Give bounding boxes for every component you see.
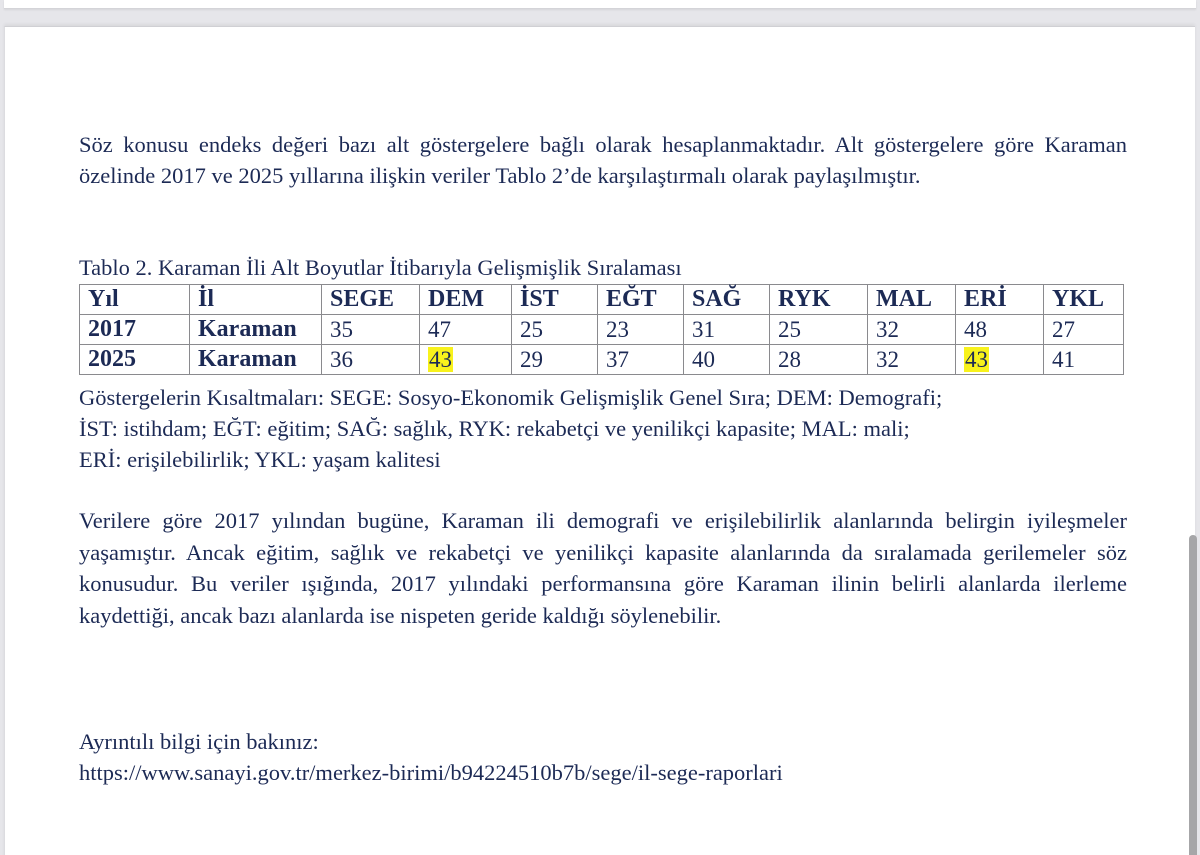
cell-eri: 48 (956, 315, 1044, 345)
header-year: Yıl (80, 285, 190, 315)
table-row (80, 315, 1124, 345)
cell-egt: 37 (598, 345, 684, 375)
cell-sege: 35 (322, 315, 420, 345)
cell-ryk: 28 (770, 345, 868, 375)
highlighted-value: 43 (965, 347, 988, 372)
abbreviations-line: Göstergelerin Kısaltmaları: SEGE: Sosyo-Ekonomik Gelişmişlik Genel Sıra; DEM: Demografi; (79, 385, 943, 410)
header-province: İl (190, 285, 322, 315)
intro-paragraph: Söz konusu endeks değeri bazı alt göstergelere bağlı olarak hesaplanmaktadır. Alt göstergelere göre Karaman özelinde 2017 ve 2025 yıllarına ilişkin veriler Tablo 2’de karşılaştırmalı olarak paylaşılmıştır. (79, 132, 1127, 188)
table-caption: Tablo 2. Karaman İli Alt Boyutlar İtibarıyla Gelişmişlik Sıralaması (79, 255, 682, 280)
cell-sag: 31 (684, 315, 770, 345)
cell-year: 2017 (80, 315, 190, 345)
table-header-row (80, 285, 1124, 315)
header-dem: DEM (420, 285, 512, 315)
cell-province: Karaman (190, 345, 322, 375)
document-page (4, 26, 1195, 855)
header-ykl: YKL (1044, 285, 1124, 315)
header-mal: MAL (868, 285, 956, 315)
cell-ykl: 41 (1044, 345, 1124, 375)
header-eri: ERİ (956, 285, 1044, 315)
header-sag: SAĞ (684, 285, 770, 315)
cell-ist: 25 (512, 315, 598, 345)
cell-ryk: 25 (770, 315, 868, 345)
header-sege: SEGE (322, 285, 420, 315)
reference-section (79, 726, 783, 788)
reference-link[interactable]: https://www.sanayi.gov.tr/merkez-birimi/b94224510b7b/sege/il-sege-raporlari (79, 760, 783, 785)
abbreviations-line: İST: istihdam; EĞT: eğitim; SAĞ: sağlık, RYK: rekabetçi ve yenilikçi kapasite; MAL: mali; (79, 416, 910, 441)
cell-dem (420, 345, 512, 375)
analysis-paragraph: Verilere göre 2017 yılından bugüne, Karaman ili demografi ve erişilebilirlik alanlarında belirgin iyileşmeler yaşamıştır. Ancak eğitim, sağlık ve rekabetçi ve yenilikçi kapasite alanlarında da sıralamada gerilemeler söz konusudur. Bu veriler ışığında, 2017 yılındaki performansına göre Karaman ilinin belirli alanlarda ilerleme kaydettiği, ancak bazı alanlarda ise nispeten geride kaldığı söylenebilir. (79, 508, 1127, 628)
header-ryk: RYK (770, 285, 868, 315)
previous-page-edge (4, 0, 1196, 9)
cell-mal: 32 (868, 345, 956, 375)
cell-eri (956, 345, 1044, 375)
cell-dem: 47 (420, 315, 512, 345)
cell-province: Karaman (190, 315, 322, 345)
abbreviations-line: ERİ: erişilebilirlik; YKL: yaşam kalitesi (79, 447, 441, 472)
cell-sege: 36 (322, 345, 420, 375)
cell-sag: 40 (684, 345, 770, 375)
abbreviations-note (79, 382, 1127, 475)
cell-egt: 23 (598, 315, 684, 345)
reference-label: Ayrıntılı bilgi için bakınız: (79, 729, 319, 754)
cell-ist: 29 (512, 345, 598, 375)
cell-year: 2025 (80, 345, 190, 375)
scrollbar-thumb[interactable] (1189, 535, 1197, 855)
header-egt: EĞT (598, 285, 684, 315)
cell-mal: 32 (868, 315, 956, 345)
development-ranking-table (79, 284, 1124, 375)
cell-ykl: 27 (1044, 315, 1124, 345)
table-row (80, 345, 1124, 375)
highlighted-value: 43 (429, 347, 452, 372)
header-ist: İST (512, 285, 598, 315)
